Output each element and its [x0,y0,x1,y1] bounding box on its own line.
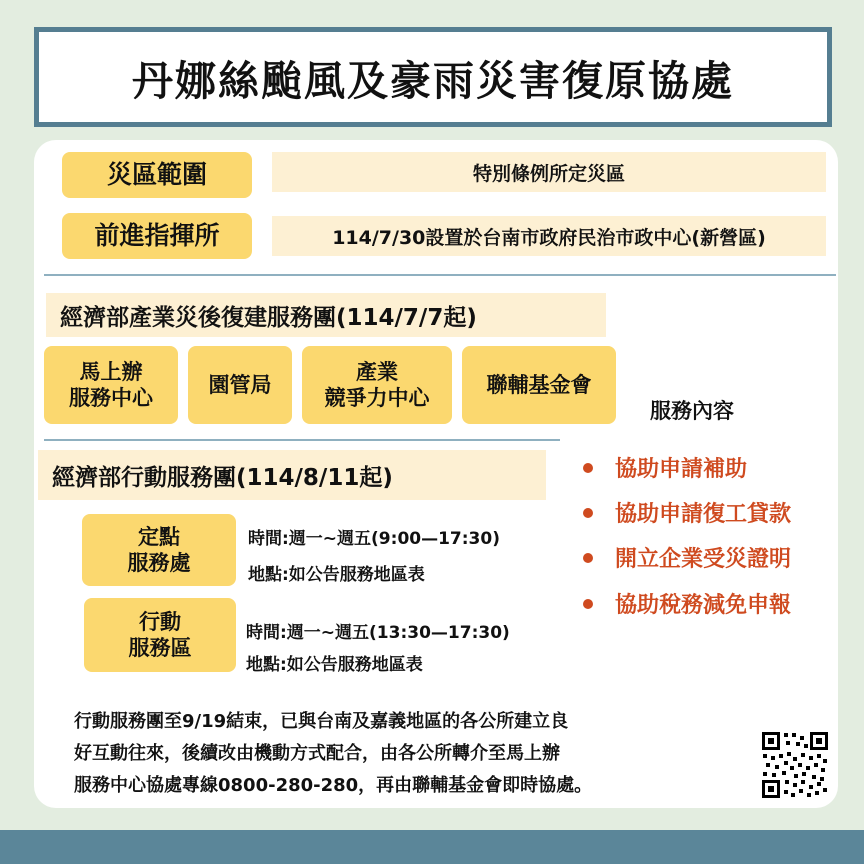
bullet-icon [583,599,593,609]
services-title: 服務內容 [650,399,734,423]
unit-line: 服務區 [128,636,192,660]
bullet-icon [583,463,593,473]
closing-note [74,706,744,802]
unit-line: 聯輔基金會 [486,372,592,397]
title-banner [34,27,832,127]
page-title: 丹娜絲颱風及豪雨災害復原協處 [132,56,734,105]
unit-line: 競爭力中心 [324,386,430,410]
roving-service-area [84,598,236,672]
service-item-label: 開立企業受災證明 [615,547,792,572]
service-item-label: 協助申請補助 [615,457,748,482]
note-line: 好互動往來，後續改由機動方式配合，由各公所轉介至馬上辦 [74,743,560,764]
unit-line: 服務處 [127,551,191,575]
service-item [583,497,791,528]
command-post-label: 前進指揮所 [62,213,252,259]
unit-line: 馬上辦 [79,359,143,384]
unit-line: 服務中心 [69,386,153,410]
note-line: 服務中心協處專線0800-280-280，再由聯輔基金會即時協處。 [74,775,593,796]
unit-industry-competitiveness-center [302,346,452,424]
recovery-team-heading: 經濟部產業災後復建服務團(114/7/7起) [46,293,606,337]
unit-instant-service-center [44,346,178,424]
unit-cpc-foundation [462,346,616,424]
bullet-icon [583,508,593,518]
unit-line: 園管局 [208,372,272,397]
unit-line: 產業 [356,359,398,384]
qr-code-graphic [760,730,830,800]
service-item-label: 協助申請復工貸款 [615,502,792,527]
fixed-service-office [82,514,236,586]
section-divider [44,439,560,441]
disaster-area-value: 特別條例所定災區 [272,152,826,192]
qr-code-icon[interactable] [760,730,830,800]
unit-line: 定點 [138,524,180,549]
roving-service-time: 時間:週一~週五(13:30—17:30) [246,623,510,643]
fixed-service-time: 時間:週一~週五(9:00—17:30) [248,529,500,549]
command-post-value: 114/7/30設置於台南市政府民治市政中心(新營區) [272,216,826,256]
unit-line: 行動 [139,609,181,634]
bullet-icon [583,553,593,563]
service-item [583,542,791,573]
service-item [583,452,747,483]
unit-park-bureau [188,346,292,424]
disaster-area-label: 災區範圍 [62,152,252,198]
section-divider [44,274,836,276]
service-item-label: 協助稅務減免申報 [615,593,792,618]
fixed-service-place: 地點:如公告服務地區表 [248,565,425,585]
service-item [583,588,791,619]
roving-service-place: 地點:如公告服務地區表 [246,655,423,675]
bottom-band [0,830,864,864]
mobile-team-heading: 經濟部行動服務團(114/8/11起) [38,450,546,500]
note-line: 行動服務團至9/19結束，已與台南及嘉義地區的各公所建立良 [74,711,569,732]
